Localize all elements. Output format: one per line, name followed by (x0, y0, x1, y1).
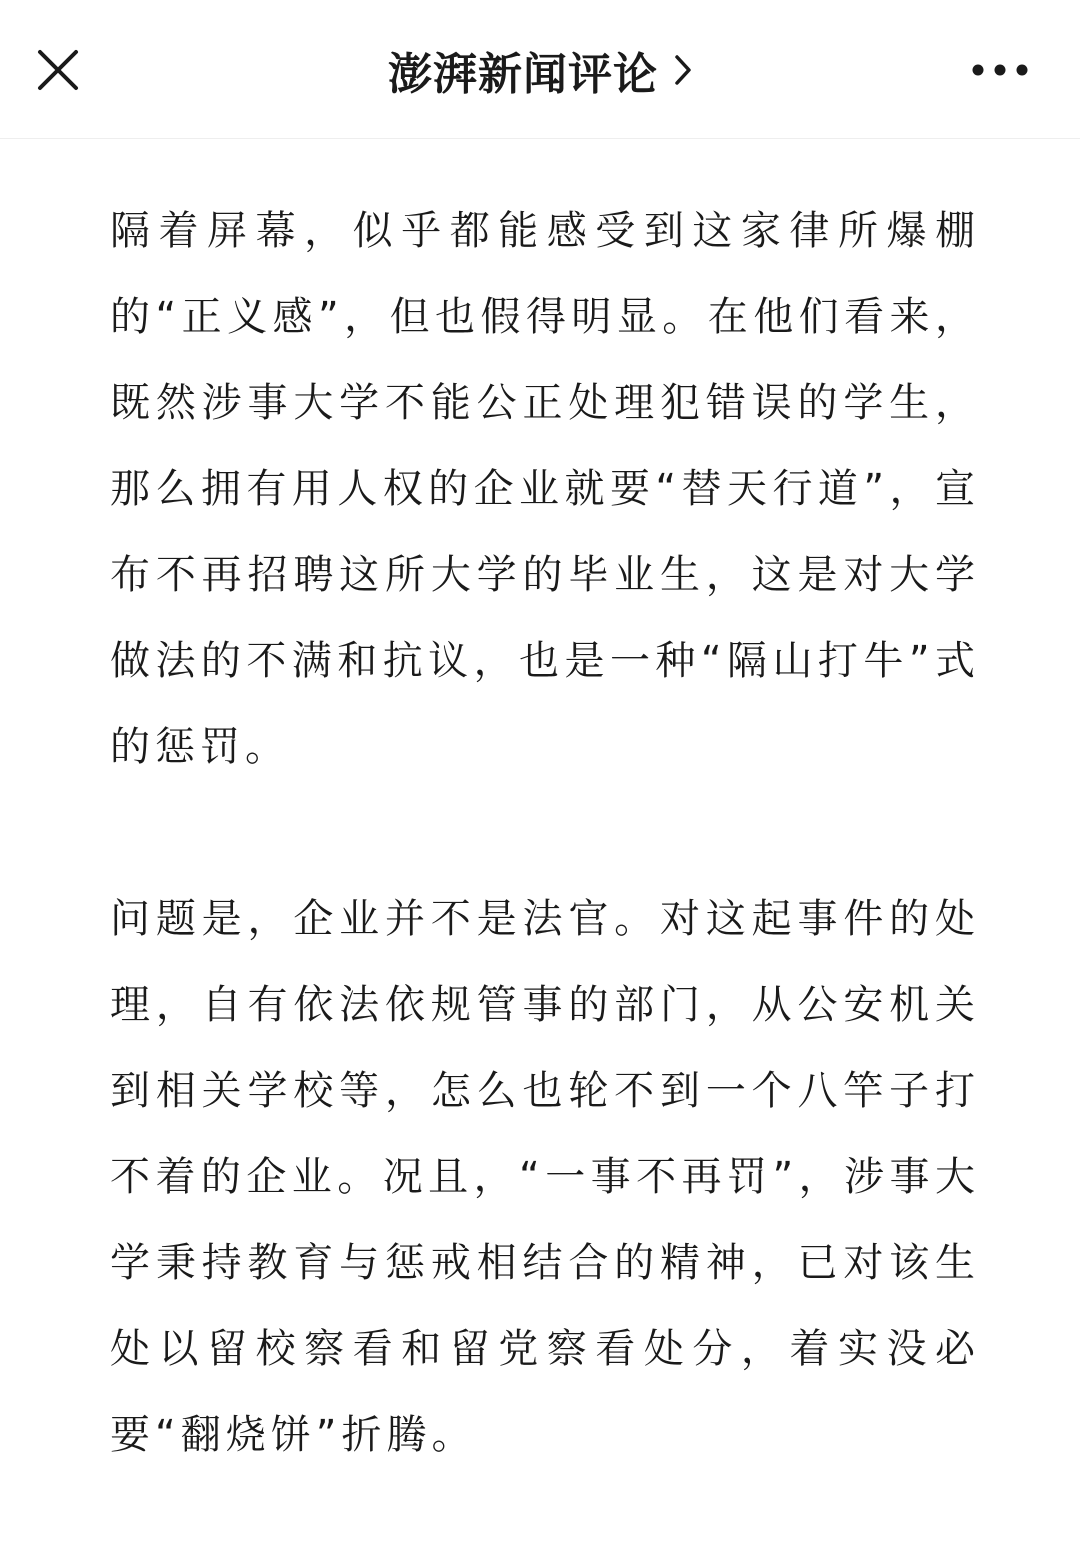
article-paragraph: 问题是，企业并不是法官。对这起事件的处理，自有依法依规管事的部门，从公安机关到相关学校等，怎么也轮不到一个八竿子打不着的企业。况且，“一事不再罚”，涉事大学秉持教育与惩戒相结合的精神，已对该生处以留校察看和留党察看处分，着实没必要“翻烧饼”折腾。 (110, 896, 980, 1458)
more-button[interactable] (968, 40, 1032, 100)
chevron-right-icon (674, 54, 692, 86)
account-title-link[interactable] (0, 38, 1080, 102)
top-navbar (0, 0, 1080, 139)
article-paragraph: 隔着屏幕，似乎都能感受到这家律所爆棚的“正义感”，但也假得明显。在他们看来，既然涉事大学不能公正处理犯错误的学生，那么拥有用人权的企业就要“替天行道”，宣布不再招聘这所大学的毕业生，这是对大学做法的不满和抗议，也是一种“隔山打牛”式的惩罚。 (110, 208, 980, 770)
page-title: 澎湃新闻评论 (388, 49, 658, 100)
article-body (110, 188, 980, 1478)
more-dots-icon (972, 64, 1028, 76)
